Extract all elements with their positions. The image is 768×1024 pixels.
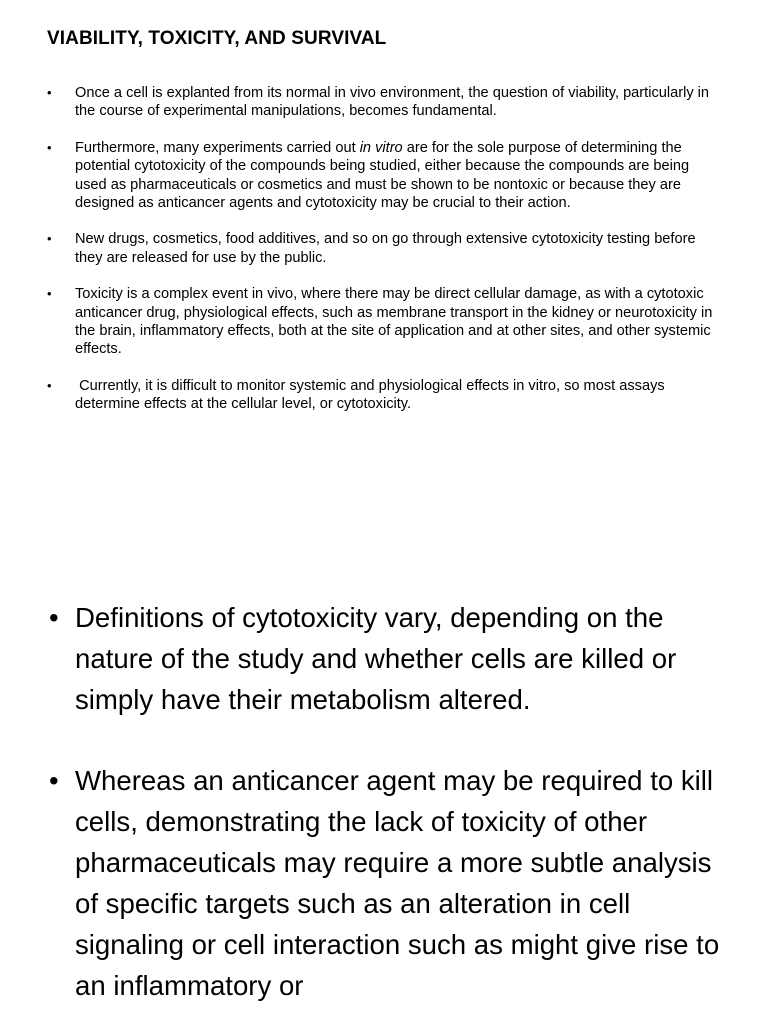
bullet-icon: •: [47, 377, 52, 393]
large-bullet-list: [0, 597, 768, 1024]
list-item: [0, 285, 768, 359]
list-item: [0, 84, 768, 121]
list-item-text: New drugs, cosmetics, food additives, and so on go through extensive cytotoxicity testing before they are released for use by the public.: [75, 231, 696, 266]
list-item: [0, 377, 768, 414]
list-item-text: Once a cell is explanted from its normal in vivo environment, the question of viability, particularly in the course of experimental manipulations, becomes fundamental.: [75, 85, 710, 120]
list-item-text: Furthermore, many experiments carried out: [75, 139, 360, 156]
bullet-icon: •: [47, 85, 52, 100]
list-item-text: Currently, it is difficult to monitor systemic and physiological effects in vitro, so most assays determine effects at the cellular level, or cytotoxicity.: [75, 377, 669, 413]
page-title: VIABILITY, TOXICITY, AND SURVIVAL: [47, 28, 387, 49]
list-item-text: Definitions of cytotoxicity vary, depending on the nature of the study and whether cells are killed or simply have their metabolism altered.: [75, 602, 677, 715]
list-item: [0, 760, 768, 1006]
bullet-icon: •: [49, 602, 59, 633]
list-item-text-continued: are for the sole purpose of determining the potential cytotoxicity of the compounds being studied, either because the compounds are being used as pharmaceuticals or cosmetics and must be shown to be nontoxic or because they are designed as anticancer agents and cytotoxicity may be crucial to their action.: [75, 139, 690, 212]
list-item: [0, 597, 768, 720]
small-bullet-list: [0, 84, 768, 432]
list-item: [0, 139, 768, 213]
list-item-text: Toxicity is a complex event in vivo, where there may be direct cellular damage, as with a cytotoxic anticancer drug, physiological effects, such as membrane transport in the kidney or neurotoxicity in the brain, inflammatory effects, both at the site of application and at other sites, and other systemic effects.: [75, 286, 713, 358]
bullet-icon: •: [47, 286, 52, 302]
bullet-icon: •: [47, 139, 52, 155]
bullet-icon: •: [49, 765, 59, 796]
bullet-icon: •: [47, 231, 52, 247]
list-item: [0, 230, 768, 267]
list-item-text: Whereas an anticancer agent may be required to kill cells, demonstrating the lack of toxicity of other pharmaceuticals may require a more subtle analysis of specific targets such as an alteration in cell signaling or cell interaction such as might give rise to an inflammatory or: [75, 765, 720, 1001]
list-item-italic-text: in vitro: [359, 139, 403, 156]
